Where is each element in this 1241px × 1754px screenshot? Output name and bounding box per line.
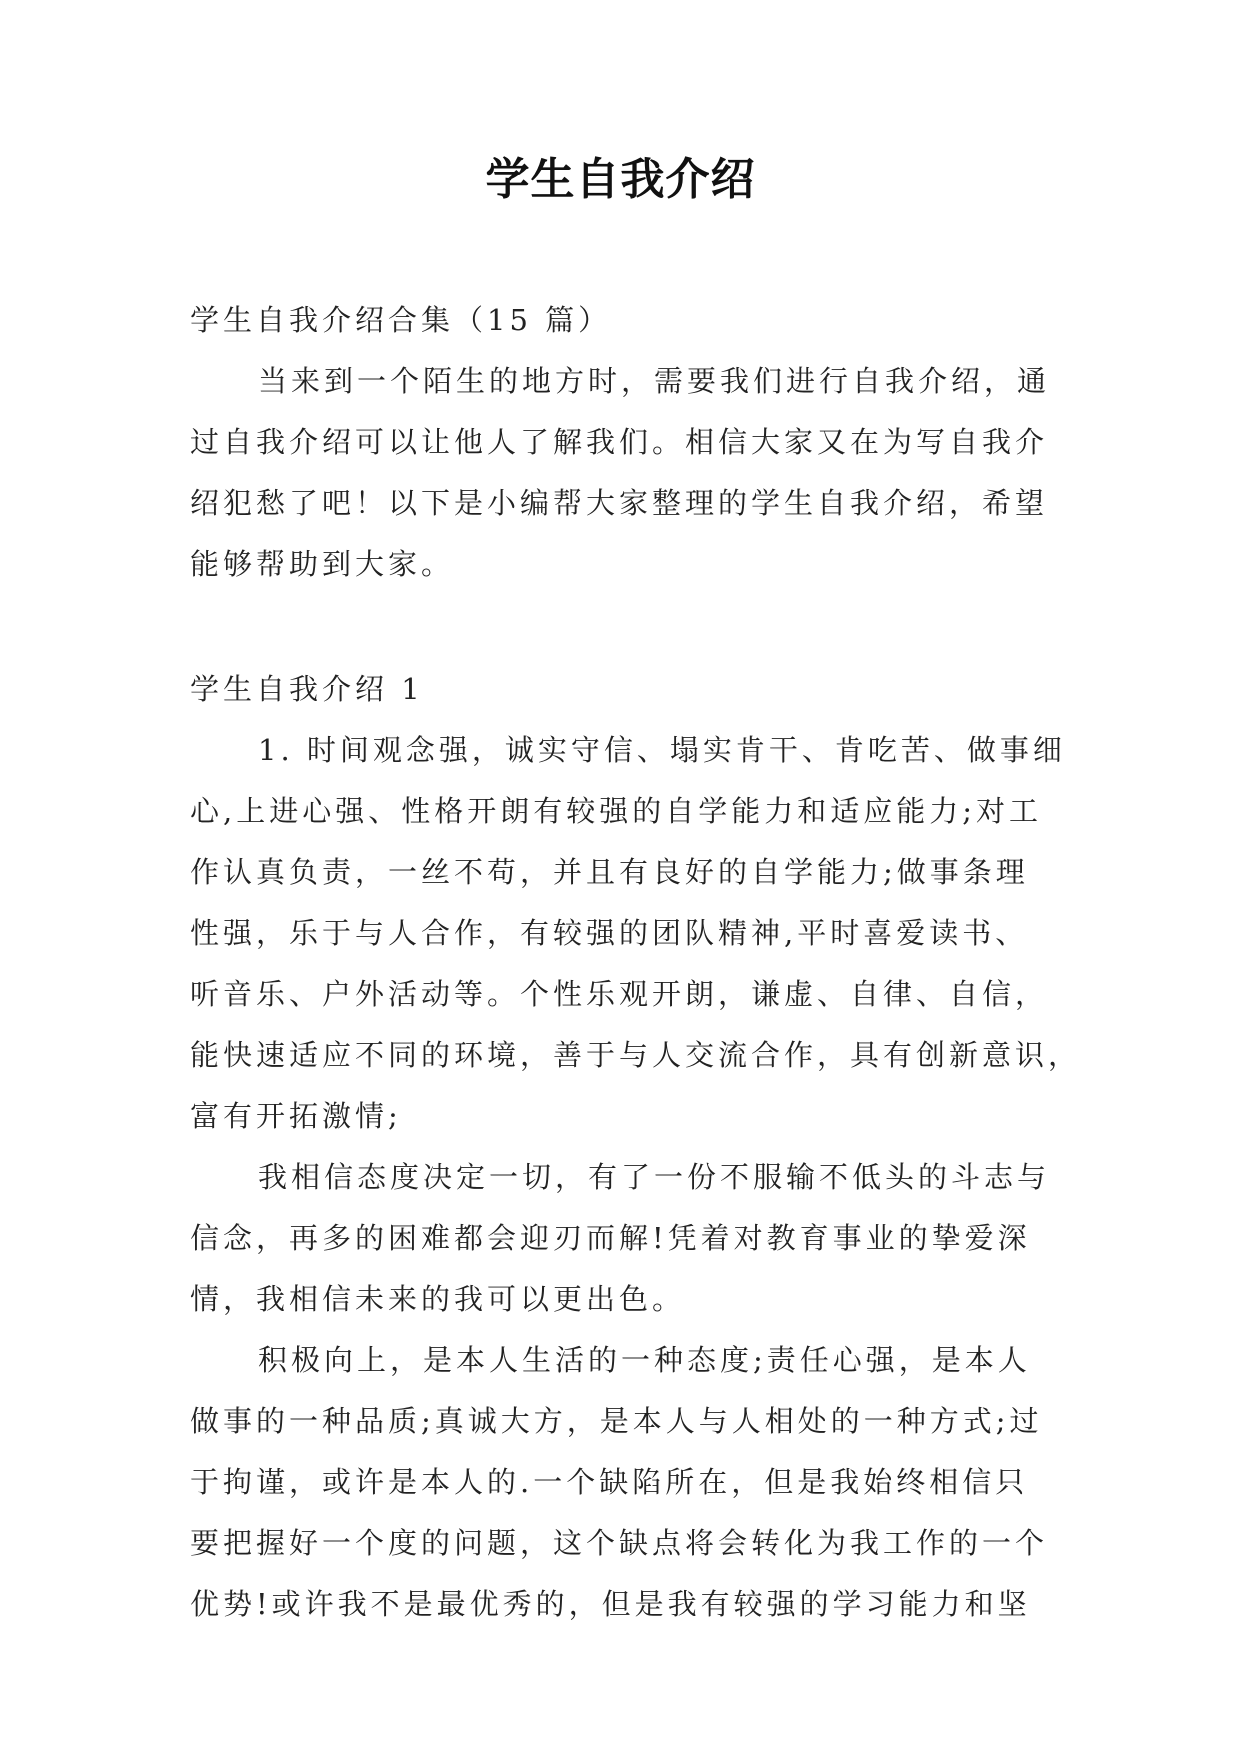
document-body <box>190 290 1082 1635</box>
paragraph-3 <box>190 1330 1060 1635</box>
paragraph-line: 做事的一种品质;真诚大方，是本人与人相处的一种方式;过 <box>190 1404 1043 1438</box>
document-title: 学生自我介绍 <box>485 154 756 205</box>
paragraph-line: 性强，乐于与人合作，有较强的团队精神,平时喜爱读书、 <box>190 916 1029 950</box>
paragraph-line: 作认真负责，一丝不苟，并且有良好的自学能力;做事条理 <box>190 855 1029 889</box>
paragraph-line: 于拘谨，或许是本人的.一个缺陷所在，但是我始终相信只 <box>190 1465 1029 1499</box>
paragraph-line: 情，我相信未来的我可以更出色。 <box>190 1282 686 1316</box>
paragraph-line: 我相信态度决定一切，有了一份不服输不低头的斗志与 <box>258 1160 1051 1194</box>
section-spacer <box>190 595 1060 659</box>
intro-line: 绍犯愁了吧！以下是小编帮大家整理的学生自我介绍，希望 <box>190 486 1049 520</box>
paragraph-line: 能快速适应不同的环境，善于与人交流合作，具有创新意识， <box>190 1038 1082 1072</box>
paragraph-1 <box>190 720 1082 1147</box>
paragraph-line: 富有开拓激情; <box>190 1099 402 1133</box>
paragraph-line: 优势!或许我不是最优秀的，但是我有较强的学习能力和坚 <box>190 1587 1031 1621</box>
paragraph-line: 积极向上，是本人生活的一种态度;责任心强，是本人 <box>258 1343 1031 1377</box>
paragraph-2 <box>190 1147 1060 1330</box>
intro-line: 过自我介绍可以让他人了解我们。相信大家又在为写自我介 <box>190 425 1049 459</box>
paragraph-line: 听音乐、户外活动等。个性乐观开朗，谦虚、自律、自信， <box>190 977 1049 1011</box>
paragraph-line: 1. 时间观念强，诚实守信、塌实肯干、肯吃苦、做事细 <box>258 733 1066 767</box>
paragraph-line: 要把握好一个度的问题，这个缺点将会转化为我工作的一个 <box>190 1526 1049 1560</box>
intro-line: 能够帮助到大家。 <box>190 547 455 581</box>
section-heading: 学生自我介绍 1 <box>190 672 424 706</box>
intro-line: 当来到一个陌生的地方时，需要我们进行自我介绍，通 <box>258 364 1051 398</box>
paragraph-line: 心,上进心强、性格开朗有较强的自学能力和适应能力;对工 <box>190 794 1042 828</box>
collection-subtitle: 学生自我介绍合集（15 篇） <box>190 303 612 337</box>
intro-paragraph <box>190 351 1060 595</box>
paragraph-line: 信念，再多的困难都会迎刃而解!凭着对教育事业的挚爱深 <box>190 1221 1031 1255</box>
